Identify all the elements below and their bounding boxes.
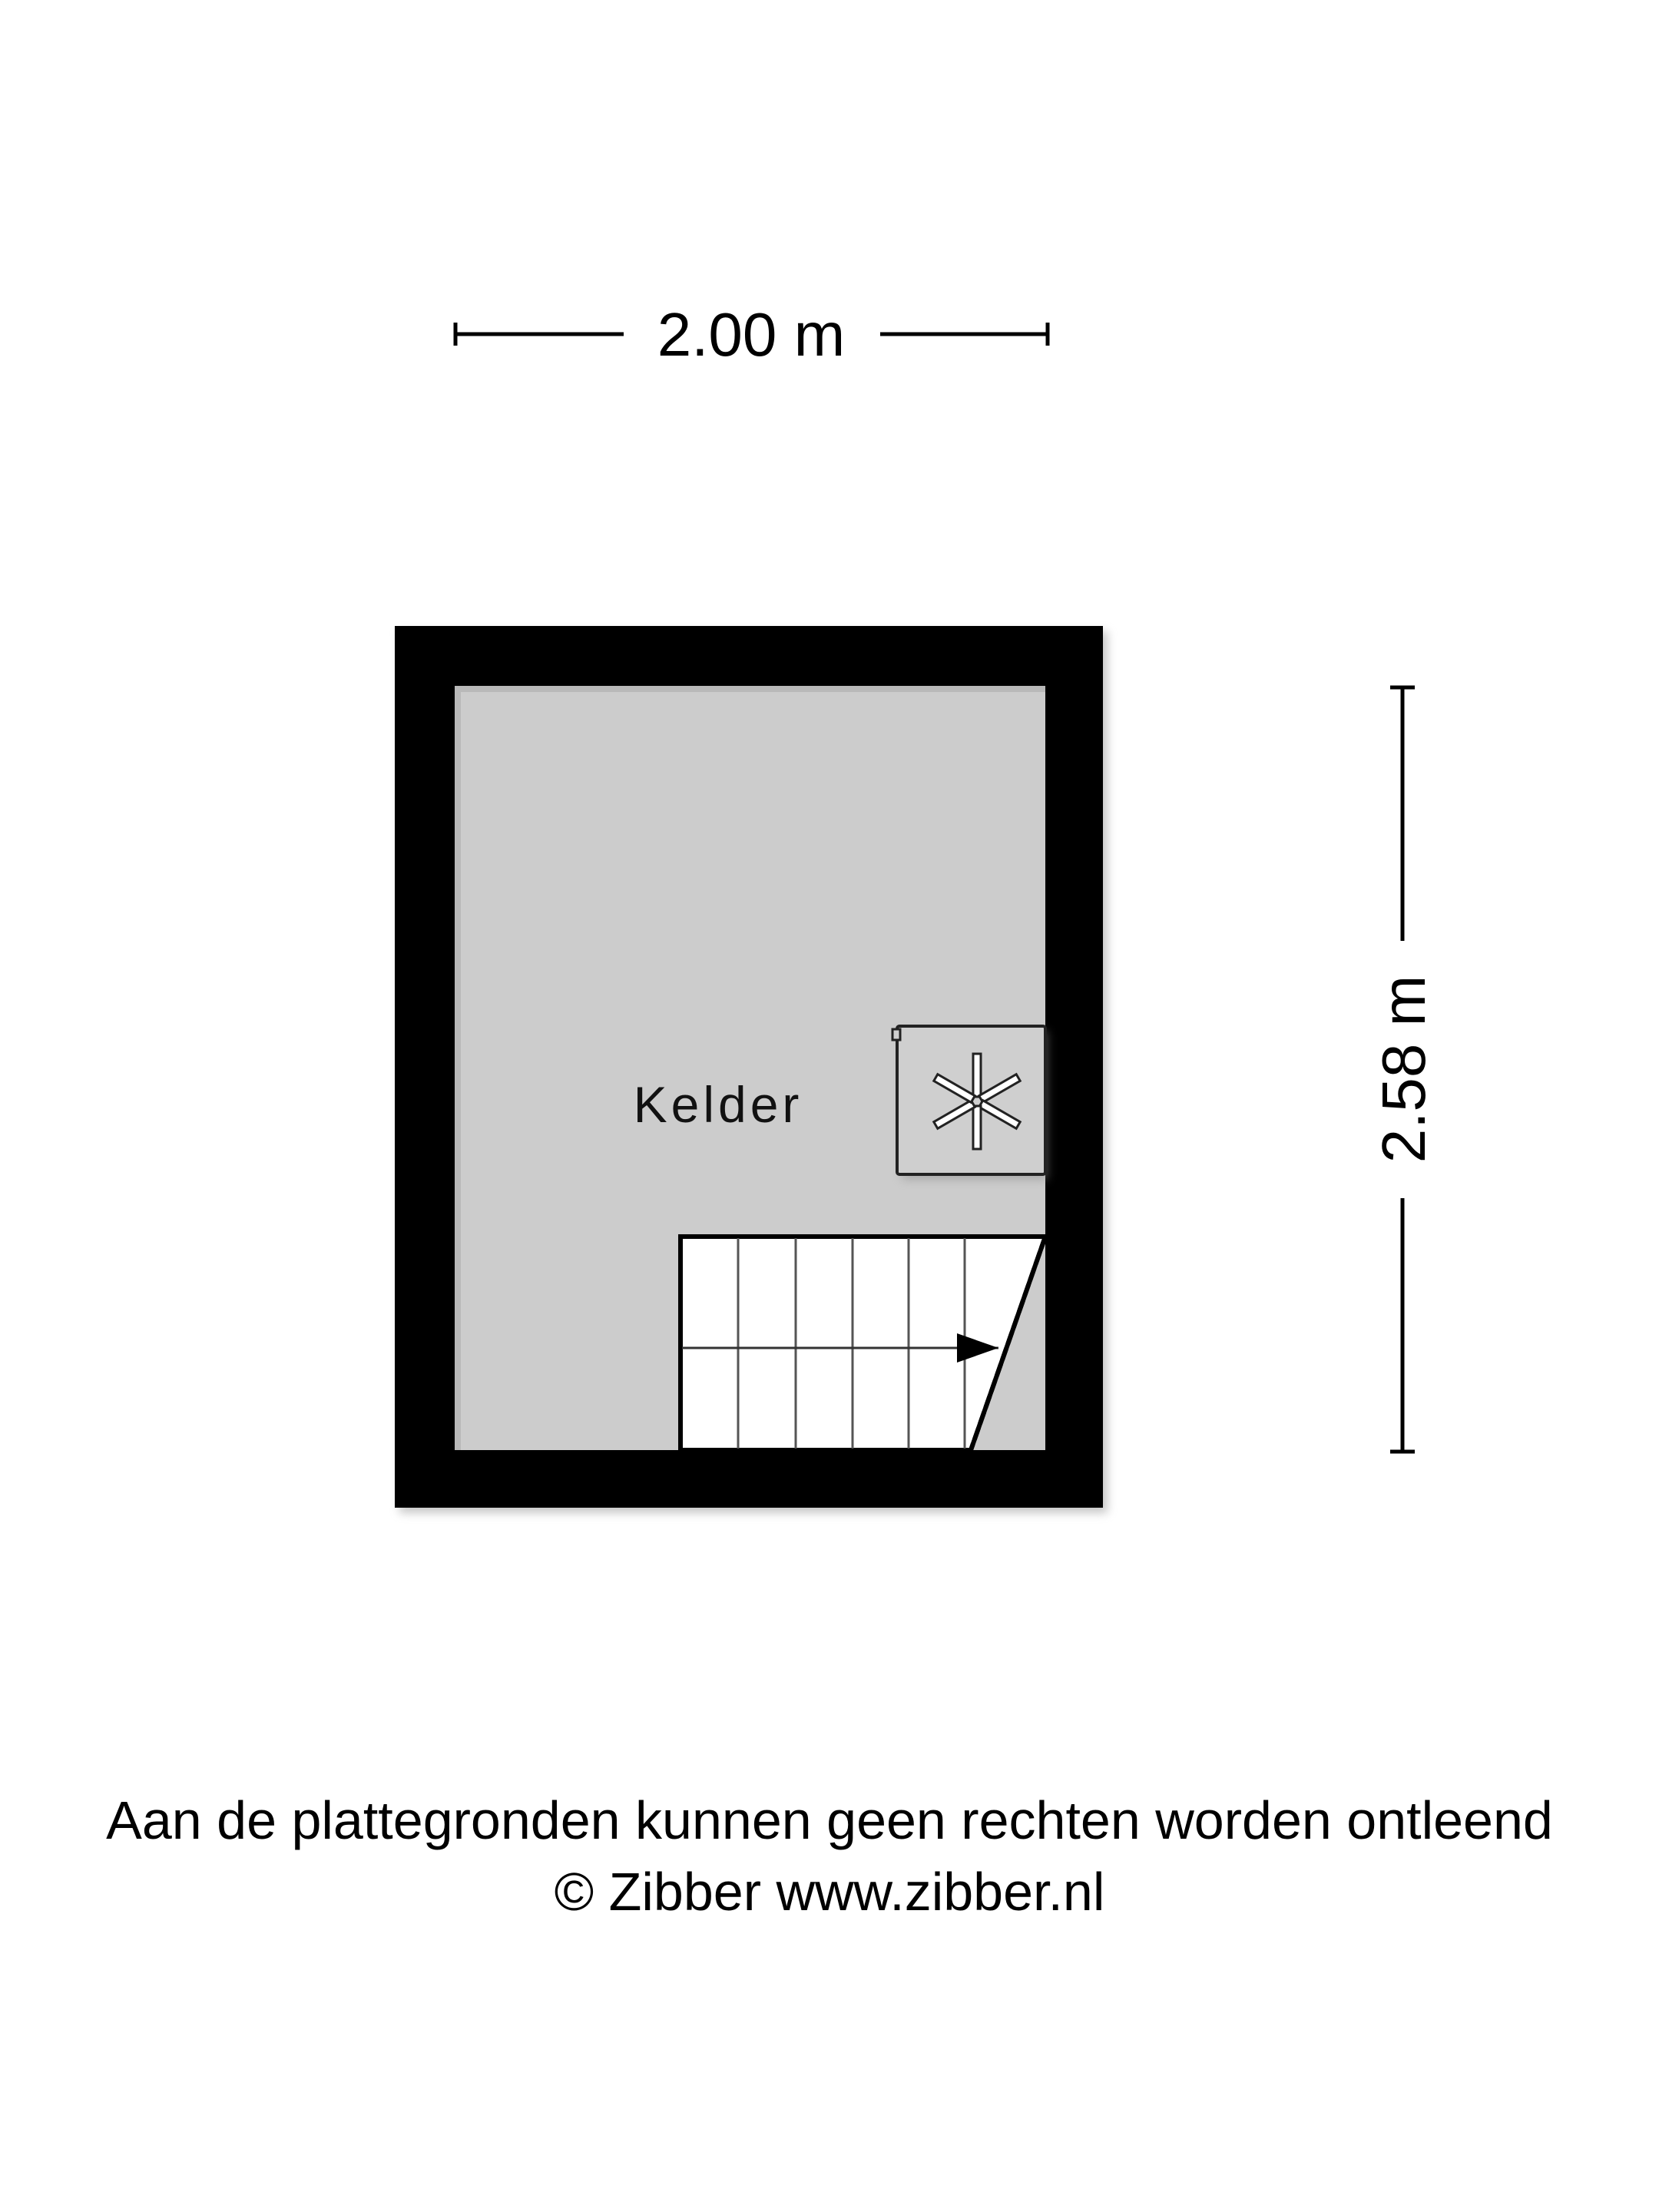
height-dimension: [1369, 687, 1438, 1452]
disclaimer-text: Aan de plattegronden kunnen geen rechten worden ontleend: [106, 1790, 1553, 1850]
width-dimension-label: 2.00 m: [657, 300, 846, 369]
floor-shade-left: [455, 686, 461, 1450]
width-dimension: [455, 300, 1048, 369]
appliance: [892, 1026, 1048, 1180]
height-dimension-label: 2.58 m: [1369, 975, 1438, 1164]
floor-shade-top: [455, 686, 1045, 692]
copyright-text: © Zibber www.zibber.nl: [554, 1862, 1105, 1922]
room-label: Kelder: [633, 1076, 803, 1133]
appliance-hook: [892, 1029, 900, 1040]
